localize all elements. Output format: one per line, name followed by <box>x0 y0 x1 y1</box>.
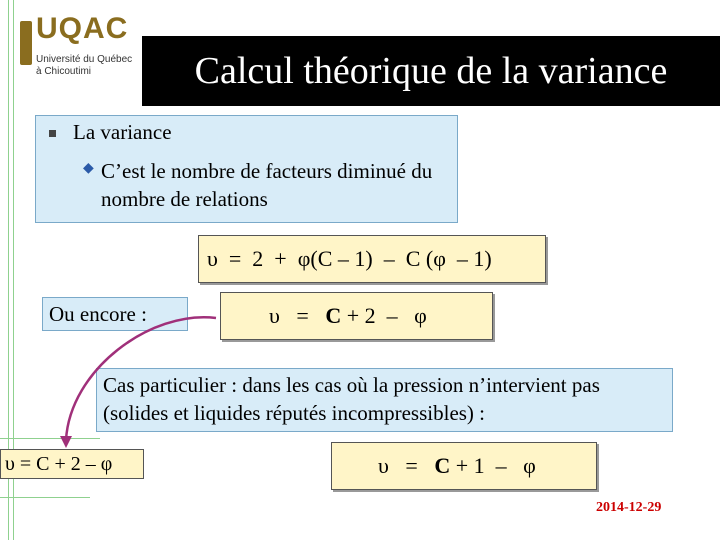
condensed-eq-suffix: + 1 – φ <box>450 453 536 478</box>
condensed-eq-prefix: υ = <box>378 453 435 478</box>
simplified-eq-suffix: + 2 – φ <box>341 303 427 328</box>
diamond-bullet-icon: ◆ <box>83 161 94 176</box>
simplified-eq-prefix: υ = <box>269 303 326 328</box>
cas-particulier-text: Cas particulier : dans les cas où la pression n’intervient pas (solides et liquides réputés incompressibles) : <box>103 373 600 425</box>
small-formula: υ = C + 2 – φ <box>5 452 113 475</box>
slide-title: Calcul théorique de la variance <box>194 50 668 92</box>
logo-line-2: à Chicoutimi <box>36 66 92 77</box>
slide-date: 2014-12-29 <box>596 500 662 515</box>
general-equation: υ = 2 + φ(C – 1) – C (φ – 1) <box>207 246 492 271</box>
condensed-eq-c: C <box>434 453 451 478</box>
bullet-level1: La variance <box>73 120 172 144</box>
ou-encore-label: Ou encore : <box>49 301 147 326</box>
logo-word: UQAC <box>36 12 129 45</box>
bullet-level2: C’est le nombre de facteurs diminué du nombre de relations <box>101 159 433 211</box>
simplified-eq-c: C <box>325 303 342 328</box>
logo-line-1: Université du Québec <box>36 54 133 65</box>
